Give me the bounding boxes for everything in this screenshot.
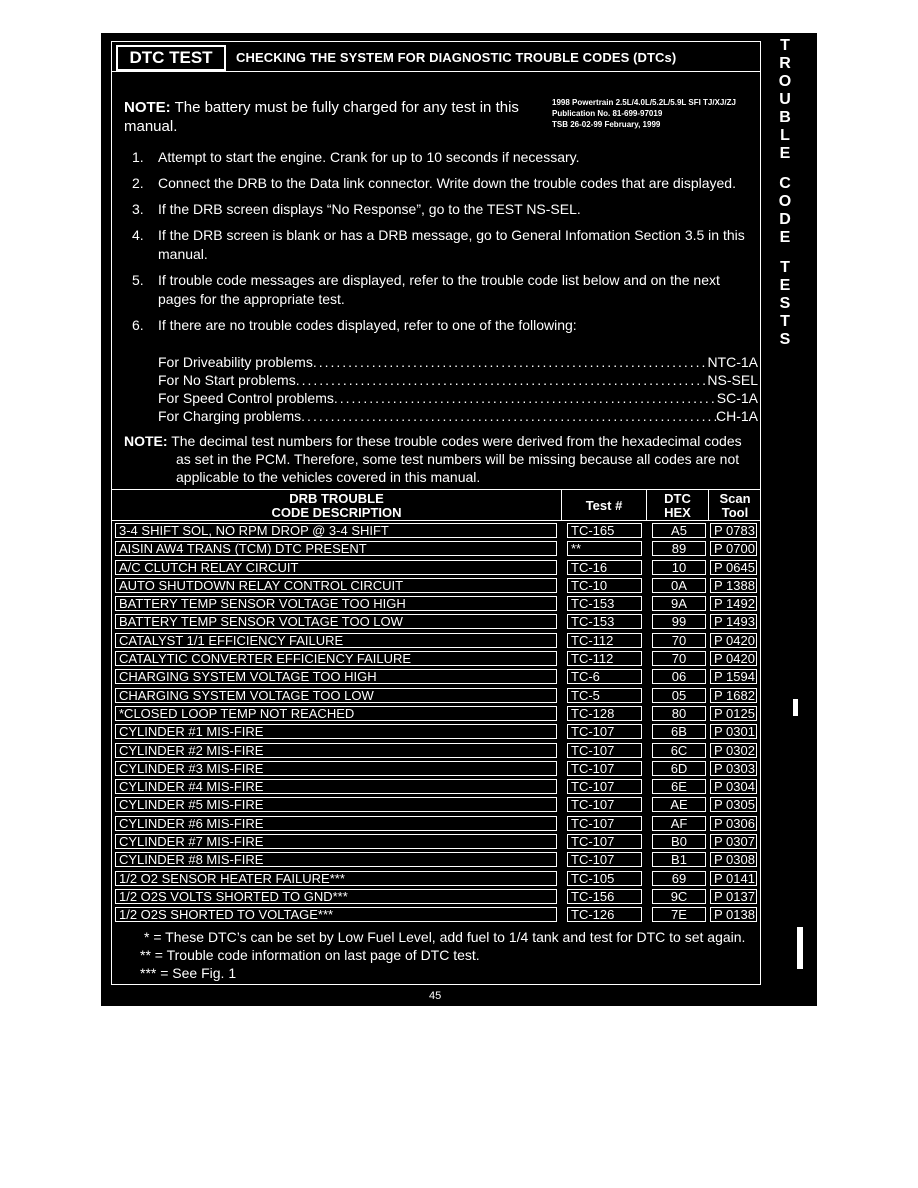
- note-line-1: The decimal test numbers for these trouble codes were derived from the hexadecimal codes: [171, 433, 742, 449]
- footnote: * = These DTC’s can be set by Low Fuel Level, add fuel to 1/4 tank and test for DTC to set again.: [144, 929, 746, 945]
- table-row: [112, 887, 760, 905]
- section-tab: [773, 37, 797, 349]
- table-body: [112, 521, 760, 924]
- step-item: [132, 271, 757, 309]
- dtc-description: 1/2 O2S VOLTS SHORTED TO GND***: [115, 889, 557, 904]
- test-number: TC-107: [567, 743, 642, 758]
- dtc-hex: 05: [652, 688, 706, 703]
- page-title: CHECKING THE SYSTEM FOR DIAGNOSTIC TROUBLE CODES (DTCs): [236, 50, 677, 65]
- table-row: [112, 795, 760, 813]
- scan-tool-code: P 0303: [710, 761, 757, 776]
- dtc-hex: A5: [652, 523, 706, 538]
- scan-tool-code: P 0420: [710, 651, 757, 666]
- dtc-hex: 89: [652, 541, 706, 556]
- scan-tool-code: P 0301: [710, 724, 757, 739]
- table-row: [112, 558, 760, 576]
- test-number: TC-107: [567, 834, 642, 849]
- dtc-description: CATALYTIC CONVERTER EFFICIENCY FAILURE: [115, 651, 557, 666]
- footnote: ** = Trouble code information on last page of DTC test.: [140, 947, 480, 963]
- dtc-hex: 7E: [652, 907, 706, 922]
- note-line-2: as set in the PCM. Therefore, some test numbers will be missing because all codes are not: [176, 451, 740, 467]
- dtc-test-label: DTC TEST: [116, 45, 226, 71]
- scan-tool-code: P 1388: [710, 578, 757, 593]
- dtc-description: CHARGING SYSTEM VOLTAGE TOO LOW: [115, 688, 557, 703]
- note-label: NOTE:: [124, 433, 168, 449]
- header-description: DRB TROUBLE CODE DESCRIPTION: [112, 490, 562, 521]
- dtc-description: CYLINDER #8 MIS-FIRE: [115, 852, 557, 867]
- dtc-description: CYLINDER #2 MIS-FIRE: [115, 743, 557, 758]
- reference-label: For No Start problems: [158, 372, 296, 388]
- test-number: TC-105: [567, 871, 642, 886]
- test-number: TC-126: [567, 907, 642, 922]
- content-frame: [111, 41, 761, 985]
- dtc-description: A/C CLUTCH RELAY CIRCUIT: [115, 560, 557, 575]
- test-number: TC-10: [567, 578, 642, 593]
- step-number: 1.: [132, 149, 144, 165]
- test-number: TC-5: [567, 688, 642, 703]
- header-scan: Scan Tool: [719, 490, 751, 520]
- dtc-description: AISIN AW4 TRANS (TCM) DTC PRESENT: [115, 541, 557, 556]
- scan-tool-code: P 0141: [710, 871, 757, 886]
- dtc-hex: 6C: [652, 743, 706, 758]
- dtc-hex: 70: [652, 651, 706, 666]
- table-row: [112, 686, 760, 704]
- table-row: [112, 777, 760, 795]
- table-row: [112, 667, 760, 685]
- note-line-3: applicable to the vehicles covered in this manual.: [176, 469, 481, 485]
- page-header: [112, 42, 760, 72]
- table-row: [112, 850, 760, 868]
- pubinfo-line-2: Publication No. 81-699-97019: [552, 109, 663, 118]
- dtc-description: CYLINDER #5 MIS-FIRE: [115, 797, 557, 812]
- header-test: Test #: [562, 490, 647, 521]
- table-row: [112, 594, 760, 612]
- table-row: [112, 576, 760, 594]
- scan-tool-code: P 1492: [710, 596, 757, 611]
- dtc-hex: 10: [652, 560, 706, 575]
- scan-tool-code: P 0304: [710, 779, 757, 794]
- test-number: TC-112: [567, 651, 642, 666]
- dtc-hex: AF: [652, 816, 706, 831]
- test-number: TC-107: [567, 816, 642, 831]
- reference-code: NTC-1A: [707, 354, 758, 370]
- dtc-description: CYLINDER #7 MIS-FIRE: [115, 834, 557, 849]
- scan-tool-code: P 0302: [710, 743, 757, 758]
- reference-list: [158, 353, 758, 425]
- step-text: Connect the DRB to the Data link connector. Write down the trouble codes that are displayed.: [158, 175, 736, 191]
- reference-item: [158, 371, 758, 389]
- publication-info: [552, 97, 736, 130]
- pubinfo-line-3: TSB 26-02-99 February, 1999: [552, 120, 661, 129]
- test-number: TC-128: [567, 706, 642, 721]
- step-number: 3.: [132, 201, 144, 217]
- dtc-description: *CLOSED LOOP TEMP NOT REACHED: [115, 706, 557, 721]
- reference-code: SC-1A: [716, 390, 758, 406]
- step-text: If the DRB screen is blank or has a DRB message, go to General Infomation Section 3.5 in this manual.: [158, 227, 745, 262]
- scan-tool-code: P 1682: [710, 688, 757, 703]
- reference-label: For Speed Control problems: [158, 390, 334, 406]
- dtc-description: 1/2 O2S SHORTED TO VOLTAGE***: [115, 907, 557, 922]
- table-row: [112, 631, 760, 649]
- header-hex: DTC HEX: [647, 490, 709, 521]
- procedure-steps: [132, 148, 757, 342]
- table-row: [112, 539, 760, 557]
- scan-tool-code: P 0306: [710, 816, 757, 831]
- scan-tool-code: P 0137: [710, 889, 757, 904]
- reference-item: [158, 407, 758, 425]
- footnote: *** = See Fig. 1: [140, 965, 237, 981]
- dtc-hex: 80: [652, 706, 706, 721]
- test-number: TC-16: [567, 560, 642, 575]
- step-text: If there are no trouble codes displayed, refer to one of the following:: [158, 317, 577, 333]
- dtc-description: CYLINDER #4 MIS-FIRE: [115, 779, 557, 794]
- table-row: [112, 741, 760, 759]
- step-number: 5.: [132, 272, 144, 288]
- section-marker: [797, 927, 803, 969]
- battery-note: [124, 98, 544, 136]
- scan-tool-code: P 0307: [710, 834, 757, 849]
- dtc-hex: 6D: [652, 761, 706, 776]
- step-item: [132, 174, 757, 193]
- step-item: [132, 316, 757, 335]
- test-number: TC-107: [567, 761, 642, 776]
- scan-tool-code: P 1594: [710, 669, 757, 684]
- step-text: Attempt to start the engine. Crank for up to 10 seconds if necessary.: [158, 149, 580, 165]
- pubinfo-line-1: 1998 Powertrain 2.5L/4.0L/5.2L/5.9L SFI TJ/XJ/ZJ: [552, 98, 736, 107]
- dtc-description: CHARGING SYSTEM VOLTAGE TOO HIGH: [115, 669, 557, 684]
- dtc-description: BATTERY TEMP SENSOR VOLTAGE TOO HIGH: [115, 596, 557, 611]
- table-row: [112, 905, 760, 923]
- scan-tool-code: P 0700: [710, 541, 757, 556]
- table-row: [112, 521, 760, 539]
- step-number: 4.: [132, 227, 144, 243]
- tab-word-trouble: T R O U B L E: [778, 37, 792, 162]
- reference-code: NS-SEL: [707, 372, 758, 388]
- note-label: NOTE:: [124, 99, 171, 116]
- dtc-hex: 6E: [652, 779, 706, 794]
- test-number: TC-107: [567, 852, 642, 867]
- step-item: [132, 200, 757, 219]
- dtc-description: BATTERY TEMP SENSOR VOLTAGE TOO LOW: [115, 614, 557, 629]
- dtc-hex: B0: [652, 834, 706, 849]
- hex-note: [124, 432, 764, 486]
- table-row: [112, 704, 760, 722]
- dtc-hex: 06: [652, 669, 706, 684]
- dtc-hex: 6B: [652, 724, 706, 739]
- dtc-description: 1/2 O2 SENSOR HEATER FAILURE***: [115, 871, 557, 886]
- test-number: TC-165: [567, 523, 642, 538]
- table-row: [112, 612, 760, 630]
- note-text: The battery must be fully charged for any test in this manual.: [124, 99, 519, 135]
- step-text: If the DRB screen displays “No Response”, go to the TEST NS-SEL.: [158, 201, 581, 217]
- scan-tool-code: P 0645: [710, 560, 757, 575]
- reference-code: CH-1A: [715, 408, 758, 424]
- test-number: TC-107: [567, 797, 642, 812]
- test-number: TC-6: [567, 669, 642, 684]
- dtc-hex: 9A: [652, 596, 706, 611]
- dtc-hex: 9C: [652, 889, 706, 904]
- table-row: [112, 814, 760, 832]
- test-number: TC-107: [567, 779, 642, 794]
- test-number: **: [567, 541, 642, 556]
- tab-word-code: C O D E: [778, 175, 792, 246]
- dtc-table: [112, 489, 760, 924]
- dtc-hex: 99: [652, 614, 706, 629]
- dtc-description: CATALYST 1/1 EFFICIENCY FAILURE: [115, 633, 557, 648]
- dtc-hex: 69: [652, 871, 706, 886]
- test-number: TC-153: [567, 596, 642, 611]
- step-text: If trouble code messages are displayed, refer to the trouble code list below and on the next pages for the appropriate test.: [158, 272, 720, 307]
- dtc-description: 3-4 SHIFT SOL, NO RPM DROP @ 3-4 SHIFT: [115, 523, 557, 538]
- table-row: [112, 869, 760, 887]
- dtc-description: CYLINDER #6 MIS-FIRE: [115, 816, 557, 831]
- scan-tool-code: P 0305: [710, 797, 757, 812]
- section-marker: [793, 699, 798, 716]
- reference-label: For Driveability problems: [158, 354, 313, 370]
- reference-item: [158, 389, 758, 407]
- dtc-hex: B1: [652, 852, 706, 867]
- dtc-hex: 70: [652, 633, 706, 648]
- scan-tool-code: P 0783: [710, 523, 757, 538]
- scan-tool-code: P 0125: [710, 706, 757, 721]
- table-row: [112, 832, 760, 850]
- table-row: [112, 759, 760, 777]
- footnotes: [140, 928, 745, 982]
- manual-page: [101, 33, 817, 1006]
- step-number: 2.: [132, 175, 144, 191]
- dtc-description: CYLINDER #1 MIS-FIRE: [115, 724, 557, 739]
- dtc-hex: AE: [652, 797, 706, 812]
- tab-word-tests: T E S T S: [779, 259, 791, 348]
- test-number: TC-156: [567, 889, 642, 904]
- scan-tool-code: P 1493: [710, 614, 757, 629]
- scan-tool-code: P 0420: [710, 633, 757, 648]
- page-number: 45: [429, 990, 442, 1002]
- test-number: TC-107: [567, 724, 642, 739]
- table-header: [112, 489, 760, 521]
- table-row: [112, 649, 760, 667]
- scan-tool-code: P 0138: [710, 907, 757, 922]
- reference-label: For Charging problems: [158, 408, 302, 424]
- test-number: TC-153: [567, 614, 642, 629]
- reference-item: [158, 353, 758, 371]
- dtc-description: CYLINDER #3 MIS-FIRE: [115, 761, 557, 776]
- step-item: [132, 226, 757, 264]
- scan-tool-code: P 0308: [710, 852, 757, 867]
- step-item: [132, 148, 757, 167]
- dtc-description: AUTO SHUTDOWN RELAY CONTROL CIRCUIT: [115, 578, 557, 593]
- test-number: TC-112: [567, 633, 642, 648]
- dtc-hex: 0A: [652, 578, 706, 593]
- step-number: 6.: [132, 317, 144, 333]
- table-row: [112, 722, 760, 740]
